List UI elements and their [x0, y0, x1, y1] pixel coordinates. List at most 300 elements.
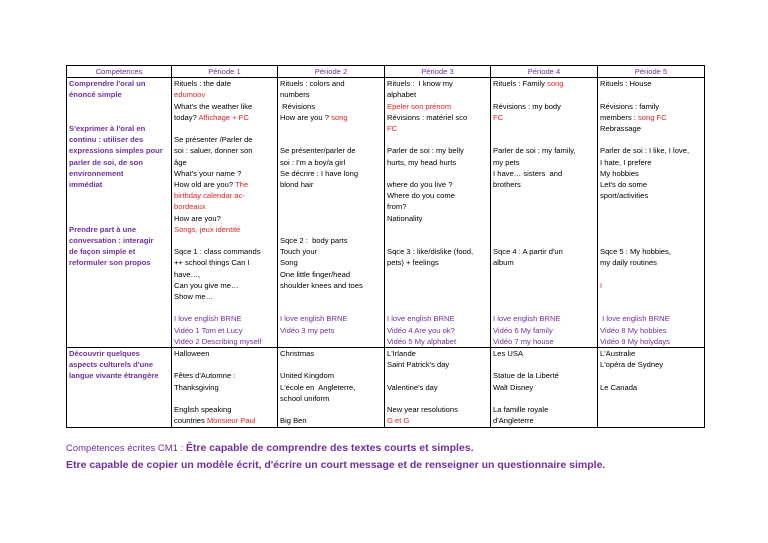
cell-line [174, 348, 275, 359]
cell-line [600, 168, 702, 179]
cell-text [280, 303, 282, 312]
cell-line [387, 359, 488, 370]
cell-line [600, 280, 702, 291]
cell-line: environnement [69, 168, 124, 178]
cell-line [387, 393, 488, 404]
cell-text [174, 360, 176, 369]
cell-text: Vidéo 7 my house [493, 336, 554, 346]
cell-text: Les USA [493, 349, 523, 359]
cell-text: FC [387, 124, 398, 134]
cell-text: my pets [493, 157, 520, 167]
cell-line [600, 190, 702, 201]
written-skills-line-2: Etre capable de copier un modèle écrit, d'écrire un court message et de renseigner un questionnaire simple. [66, 459, 606, 471]
cell-text: Vidéo 8 My hobbies [600, 325, 667, 335]
cell-line [280, 313, 382, 324]
cell-line [280, 302, 382, 313]
cell-line [600, 157, 702, 168]
cell-text: Révisions : my body [493, 101, 561, 111]
cell-text: Sqce 4 : A partir d'un [493, 247, 563, 257]
cell-line [387, 157, 488, 168]
cell-text: members : [600, 112, 638, 122]
cell-text: I love english BRNE [387, 314, 455, 324]
cell-text: La famille royale [493, 405, 549, 415]
cell-text: Vidéo 6 My family [493, 325, 553, 335]
cell-line [280, 134, 382, 145]
cell-text: Can you give me… [174, 280, 239, 290]
periode-1-culture-cell [172, 348, 278, 427]
cell-text: âge [174, 157, 187, 167]
cell-line [493, 89, 595, 100]
cell-line [387, 336, 488, 347]
cell-line: reformuler son propos [69, 258, 151, 268]
cell-text [174, 394, 176, 403]
cell-line [387, 168, 488, 179]
cell-text: Sqce 5 : My hobbies, [600, 247, 671, 257]
cell-text: English speaking [174, 405, 232, 415]
cell-text: Christmas [280, 349, 315, 359]
cell-line [280, 168, 382, 179]
cell-text: Fêtes d'Automne : [174, 371, 236, 381]
cell-line [280, 157, 382, 168]
cell-text: song [331, 112, 348, 122]
cell-text: Sqce 2 : body parts [280, 236, 348, 246]
cell-line [174, 224, 275, 235]
cell-line [174, 157, 275, 168]
cell-line [387, 348, 488, 359]
cell-line: continu : utiliser des [69, 135, 144, 145]
cell-text: How old are you? [174, 180, 236, 190]
cell-line: de façon simple et [69, 247, 136, 257]
cell-line [493, 393, 595, 404]
cell-line [280, 291, 382, 302]
cell-line [600, 257, 702, 268]
cell-line [600, 201, 702, 212]
cell-line [280, 280, 382, 291]
cell-text: today? [174, 112, 199, 122]
cell-text [600, 214, 602, 223]
cell-text: soi : I'm a boy/a girl [280, 157, 346, 167]
cell-line [493, 112, 595, 123]
cell-line [387, 325, 488, 336]
cell-line [600, 269, 702, 280]
cell-line [174, 415, 275, 426]
cell-text: school uniform [280, 393, 330, 403]
cell-line [387, 78, 488, 89]
cell-line [493, 404, 595, 415]
cell-line [600, 179, 702, 190]
cell-line [174, 313, 275, 324]
cell-text: Se présenter /Parler de [174, 135, 253, 145]
cell-line: Prendre part à une [69, 224, 137, 234]
cell-text [600, 90, 602, 99]
cell-line [387, 179, 488, 190]
cell-line [600, 291, 702, 302]
header-periode-2: Période 2 [278, 66, 385, 78]
cell-text: alphabet [387, 90, 417, 100]
cell-text: Vidéo 3 my pets [280, 325, 335, 335]
cell-text: Rituels : the date [174, 79, 231, 89]
cell-text: Songs, jeux identité [174, 224, 241, 234]
cell-line [174, 302, 275, 313]
cell-text: I hate, I prefere [600, 157, 652, 167]
cell-text [387, 281, 389, 290]
periode-1-oral-cell [172, 78, 278, 348]
cell-text [600, 202, 602, 211]
cell-line [493, 179, 595, 190]
cell-line [280, 393, 382, 404]
cell-text: Révisions : family [600, 101, 660, 111]
cell-text: Parler de soi : I like, I love, [600, 146, 690, 156]
cell-line [387, 89, 488, 100]
cell-line [493, 145, 595, 156]
cell-text: New year resolutions [387, 405, 458, 415]
cell-line [493, 370, 595, 381]
cell-line [387, 291, 488, 302]
cell-line [280, 123, 382, 134]
cell-line [600, 224, 702, 235]
cell-line [280, 224, 382, 235]
periode-5-culture-cell [598, 348, 705, 427]
cell-line [493, 336, 595, 347]
periode-3-culture-cell [385, 348, 491, 427]
cell-line [280, 359, 382, 370]
cell-text [493, 270, 495, 279]
cell-line [600, 213, 702, 224]
cell-text: L'opéra de Sydney [600, 360, 664, 370]
cell-line [280, 325, 382, 336]
cell-line [280, 112, 382, 123]
cell-line [280, 269, 382, 280]
cell-text [493, 394, 495, 403]
cell-line [387, 280, 488, 291]
cell-line [280, 415, 382, 426]
cell-text [280, 214, 282, 223]
cell-line [600, 302, 702, 313]
cell-text: Affichage + FC [198, 112, 249, 122]
cell-text: shoulder knees and toes [280, 280, 363, 290]
cell-text: The [235, 180, 249, 190]
cell-text [280, 225, 282, 234]
cell-text: blond hair [280, 180, 314, 190]
cell-line [493, 257, 595, 268]
cell-line: parler de soi, de son [69, 157, 143, 167]
cell-line [600, 89, 702, 100]
cell-line [387, 134, 488, 145]
cell-text: G et G [387, 416, 410, 426]
cell-text: Révisions : matériel sco [387, 112, 468, 122]
cell-line [600, 382, 702, 393]
cell-text: One little finger/head [280, 269, 351, 279]
cell-line [174, 257, 275, 268]
cell-line [387, 224, 488, 235]
cell-line [174, 78, 275, 89]
cell-text [493, 202, 495, 211]
cell-text: Song [280, 258, 298, 268]
cell-text: Big Ben [280, 416, 307, 426]
cell-text: Statue de la Liberté [493, 371, 559, 381]
cell-line [493, 280, 595, 291]
cell-line [280, 179, 382, 190]
cell-line [600, 313, 702, 324]
cell-text [174, 236, 176, 245]
cell-text [280, 405, 282, 414]
cell-line [600, 123, 702, 134]
cell-text: Le Canada [600, 382, 638, 392]
cell-line [174, 179, 275, 190]
written-skills-line-1 [66, 442, 474, 454]
cell-line: immédiat [69, 180, 103, 190]
cell-line [600, 336, 702, 347]
header-periode-4: Période 4 [491, 66, 598, 78]
cell-text: FC [493, 112, 504, 122]
cell-line [493, 168, 595, 179]
cell-line [174, 246, 275, 257]
cell-line [493, 246, 595, 257]
cell-line [493, 302, 595, 313]
cell-text [493, 225, 495, 234]
cell-text: song FC [637, 112, 667, 122]
cell-line [387, 201, 488, 212]
cell-text [600, 303, 602, 312]
cell-line [174, 325, 275, 336]
cell-text: Nationality [387, 213, 423, 223]
cell-text [600, 292, 602, 301]
cell-text: edumoov [174, 90, 206, 100]
cell-line [387, 382, 488, 393]
cell-line [493, 359, 595, 370]
cell-line [174, 404, 275, 415]
cell-text [493, 135, 495, 144]
cell-text [174, 124, 176, 133]
periode-2-culture-cell [278, 348, 385, 427]
cell-text: Rituels : House [600, 79, 652, 89]
cell-text [493, 90, 495, 99]
cell-text: L'Irlande [387, 349, 416, 359]
cell-text: my daily routines [600, 258, 657, 268]
cell-line [493, 101, 595, 112]
cell-line [387, 313, 488, 324]
cell-text [600, 236, 602, 245]
cell-line [387, 415, 488, 426]
cell-line [600, 325, 702, 336]
cell-text: Rituels : colors and [280, 79, 345, 89]
cell-text: bordeaux [174, 202, 206, 212]
cell-text: sport/activities [600, 191, 649, 201]
cell-text [493, 124, 495, 133]
cell-line [600, 246, 702, 257]
cell-line [493, 224, 595, 235]
header-periode-3: Période 3 [385, 66, 491, 78]
cell-text: pets) + feelings [387, 258, 439, 268]
cell-text: Parler de soi : my family, [493, 146, 576, 156]
cell-text: How are you? [174, 213, 221, 223]
cell-text: from? [387, 202, 407, 212]
cell-line [493, 123, 595, 134]
cell-line [280, 101, 382, 112]
cell-text: Sqce 3 : like/dislike (food, [387, 247, 474, 257]
cell-text: I love english BRNE [493, 314, 561, 324]
cell-line [600, 348, 702, 359]
cell-text: countries [174, 416, 207, 426]
periode-4-oral-cell [491, 78, 598, 348]
cell-text: ++ school things Can I [174, 258, 250, 268]
header-row [67, 66, 705, 78]
cell-line: Comprendre l'oral un [69, 79, 146, 89]
cell-line [174, 280, 275, 291]
cell-text [387, 292, 389, 301]
header-periode-5: Période 5 [598, 66, 705, 78]
cell-line: Découvrir quelques [69, 349, 140, 359]
cell-text: L'école en Angleterre, [280, 382, 356, 392]
cell-line [387, 145, 488, 156]
cell-text [387, 303, 389, 312]
cell-text: d'Angleterre [493, 416, 534, 426]
cell-line [493, 201, 595, 212]
cell-text: album [493, 258, 514, 268]
cell-line [387, 246, 488, 257]
cell-line [387, 101, 488, 112]
cell-line [280, 89, 382, 100]
cell-line [69, 201, 169, 212]
oral-competences-cell [67, 78, 172, 348]
cell-line [280, 190, 382, 201]
cell-text: Where do you come [387, 191, 455, 201]
cell-line [280, 213, 382, 224]
cell-line: conversation : interagir [69, 236, 154, 246]
cell-text: Vidéo 4 Are you ok? [387, 325, 455, 335]
cell-line: expressions simples pour [69, 146, 163, 156]
cell-text [493, 360, 495, 369]
cell-line [600, 370, 702, 381]
cell-text: Se présenter/parler de [280, 146, 356, 156]
cell-line [280, 235, 382, 246]
cell-text: I have… sisters and [493, 168, 563, 178]
cell-line [387, 123, 488, 134]
cell-line [493, 291, 595, 302]
cell-text: I love english BRNE [280, 314, 348, 324]
cell-text: Touch your [280, 247, 318, 257]
cell-line [174, 393, 275, 404]
cell-line [387, 269, 488, 280]
cell-line [493, 269, 595, 280]
cell-text: Révisions [280, 101, 316, 111]
cell-line [174, 382, 275, 393]
cell-text: L'Australie [600, 349, 636, 359]
cell-line: énoncé simple [69, 90, 122, 100]
periode-2-oral-cell [278, 78, 385, 348]
cell-text [493, 214, 495, 223]
cell-line [280, 257, 382, 268]
cell-line [493, 382, 595, 393]
cell-line [600, 134, 702, 145]
cell-line [493, 134, 595, 145]
cell-text: Let's do some [600, 180, 648, 190]
cell-text [493, 236, 495, 245]
periode-3-oral-cell [385, 78, 491, 348]
cell-line [493, 157, 595, 168]
cell-text: Thanksgiving [174, 382, 219, 392]
cell-text: Saint Patrick's day [387, 360, 450, 370]
cell-text [280, 135, 282, 144]
cell-text [387, 394, 389, 403]
periode-5-oral-cell [598, 78, 705, 348]
written-skills-label: Compétences écrites CM1 : [66, 443, 186, 454]
cell-line [493, 78, 595, 89]
cell-line: S'exprimer à l'oral en [69, 124, 146, 134]
cell-line [280, 382, 382, 393]
cell-text [387, 270, 389, 279]
cell-text: Vidéo 5 My alphabet [387, 336, 457, 346]
cell-text [280, 360, 282, 369]
cell-text: numbers [280, 90, 310, 100]
cell-text: I love english BRNE [600, 314, 670, 324]
cell-line [174, 201, 275, 212]
cell-text: soi : saluer, donner son [174, 146, 253, 156]
cell-line [280, 145, 382, 156]
cell-text [280, 292, 282, 301]
cell-text [387, 225, 389, 234]
cell-text: I [600, 280, 603, 290]
cell-text: Vidéo 9 My holydays [600, 336, 670, 346]
cell-line [493, 348, 595, 359]
cell-text: Rituels : I know my [387, 79, 453, 89]
cell-text: My hobbies [600, 168, 639, 178]
cell-line [600, 112, 702, 123]
cell-line [280, 78, 382, 89]
cell-line [280, 404, 382, 415]
periode-4-culture-cell [491, 348, 598, 427]
cell-line [387, 213, 488, 224]
cell-line [280, 348, 382, 359]
cell-line [387, 112, 488, 123]
cell-text: Valentine's day [387, 382, 438, 392]
cell-line [493, 313, 595, 324]
cell-line [174, 336, 275, 347]
header-periode-1: Période 1 [172, 66, 278, 78]
cell-text [387, 371, 389, 380]
cell-line [174, 190, 275, 201]
cell-text [493, 303, 495, 312]
cell-text: Rebrassage [600, 124, 641, 134]
cell-line [493, 235, 595, 246]
cell-line [174, 89, 275, 100]
cell-text [600, 371, 602, 380]
cell-text [493, 191, 495, 200]
cell-line [174, 370, 275, 381]
oral-skills-row [67, 78, 705, 348]
cell-line [387, 404, 488, 415]
cell-line [174, 123, 275, 134]
cell-line [280, 246, 382, 257]
cell-line [387, 302, 488, 313]
cell-text [280, 202, 282, 211]
cell-text: brothers [493, 180, 521, 190]
cell-text: What's the weather like [174, 101, 253, 111]
cell-text: song [547, 79, 564, 89]
culture-competence-cell [67, 348, 172, 427]
cell-text: Epeler son prénom [387, 101, 452, 111]
cell-line [600, 235, 702, 246]
cell-line [174, 269, 275, 280]
cell-text [493, 292, 495, 301]
cell-text [600, 225, 602, 234]
cell-text [600, 135, 602, 144]
cell-text [387, 135, 389, 144]
cell-text [280, 191, 282, 200]
cell-text: Vidéo 2 Describing myself [174, 336, 262, 346]
cell-line: aspects culturels d'une [69, 360, 154, 370]
cell-line [174, 101, 275, 112]
